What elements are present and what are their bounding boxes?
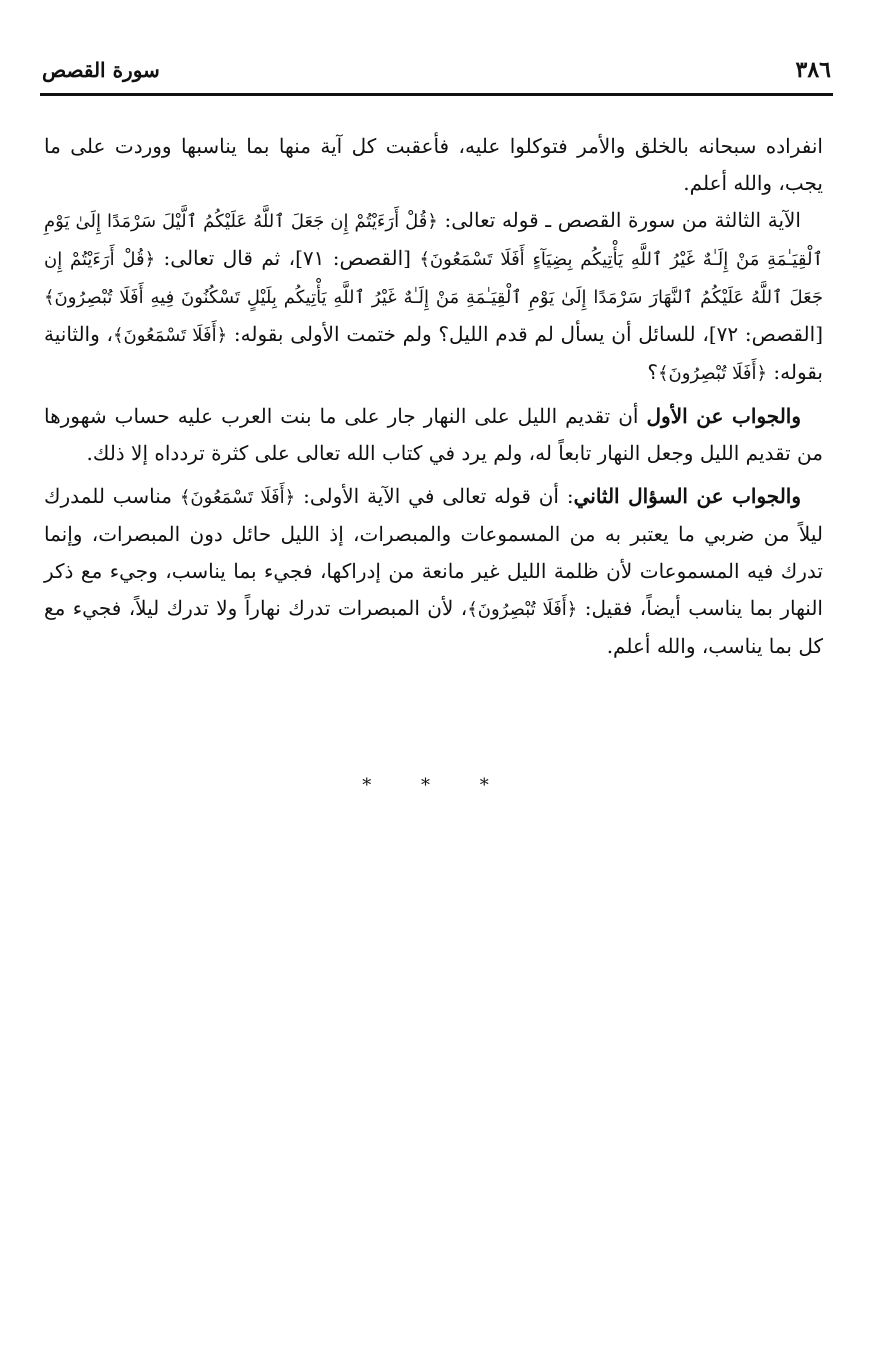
reference-72: [القصص: ٧٢]، للسائل أن يسأل لم قدم الليل؟ ولم ختمت الأولى بقوله: [227, 322, 823, 346]
quran-phrase-seeing: ﴿أَفَلَا تُبْصِرُونَ﴾ [658, 363, 768, 384]
paragraph-3 [44, 398, 823, 472]
quran-phrase-seeing-2: ﴿أَفَلَا تُبْصِرُونَ﴾ [467, 599, 578, 620]
paragraph-4 [44, 478, 823, 665]
page-number: ٣٨٦ [795, 57, 831, 83]
answer-two-heading: والجواب عن السؤال الثاني [573, 484, 802, 508]
paragraph-2-end: ؟ [647, 360, 658, 384]
answer-one-text: أن تقديم الليل على النهار جار على ما بنت العرب عليه حساب شهورها من تقديم الليل وجعل النهار تابعاً له، ولم يرد في كتاب الله تعالى على كثرة تردداه إلا ذلك. [44, 404, 823, 465]
paragraph-1 [44, 128, 823, 202]
paragraph-2-intro: الآية الثالثة من سورة القصص ـ قوله تعالى: [437, 208, 801, 232]
reference-71: [القصص: ٧١]، ثم قال تعالى: [155, 246, 420, 270]
section-separator: * * * [362, 775, 511, 796]
paragraph-2-mid: ، والثانية بقوله: [44, 322, 823, 384]
answer-one-heading: والجواب عن الأول [646, 404, 801, 428]
quran-verse-71: ﴿قُلْ أَرَءَيْتُمْ إِن جَعَلَ ٱللَّهُ عَلَيْكُمُ ٱلَّيْلَ سَرْمَدًا إِلَىٰ يَوْمِ ٱلْقِيَـٰمَةِ مَنْ إِلَـٰهٌ غَيْرُ ٱللَّهِ يَأْتِيكُم بِضِيَآءٍ أَفَلَا تَسْمَعُونَ﴾ [44, 211, 823, 270]
quran-phrase-hearing: ﴿أَفَلَا تَسْمَعُونَ﴾ [112, 325, 228, 346]
answer-two-text-2: ، لأن المبصرات تدرك نهاراً ولا تدرك ليلاً، فجيء مع كل بما يناسب، والله أعلم. [44, 596, 823, 658]
page-header [40, 52, 833, 88]
header-rule [40, 93, 833, 96]
quran-phrase-hearing-2: ﴿أَفَلَا تَسْمَعُونَ﴾ [179, 487, 296, 508]
paragraph-1-text: انفراده سبحانه بالخلق والأمر فتوكلوا عليه، فأعقبت كل آية منها بما يناسبها ووردت على ما يجب، والله أعلم. [44, 134, 823, 195]
answer-two-intro: : أن قوله تعالى في الآية الأولى: [295, 484, 574, 508]
quran-verse-72: ﴿قُلْ أَرَءَيْتُمْ إِن جَعَلَ ٱللَّهُ عَلَيْكُمُ ٱلنَّهَارَ سَرْمَدًا إِلَىٰ يَوْمِ ٱلْقِيَـٰمَةِ مَنْ إِلَـٰهٌ غَيْرُ ٱللَّهِ يَأْتِيكُم بِلَيْلٍ تَسْكُنُونَ فِيهِ أَفَلَا تُبْصِرُونَ﴾ [44, 249, 823, 308]
running-title: سورة القصص [42, 58, 160, 82]
page-body [44, 128, 823, 665]
answer-two-text-1: مناسب للمدرك ليلاً من ضربي ما يعتبر به من المسموعات والمبصرات، إذ الليل حائل دون المبصرات، وإنما تدرك فيه المسموعات لأن ظلمة الليل غير مانعة من إدراكها، فجيء بما يناسب، وجيء مع ذكر النهار بما يناسب أيضاً، فقيل: [44, 484, 823, 620]
paragraph-2 [44, 202, 823, 392]
